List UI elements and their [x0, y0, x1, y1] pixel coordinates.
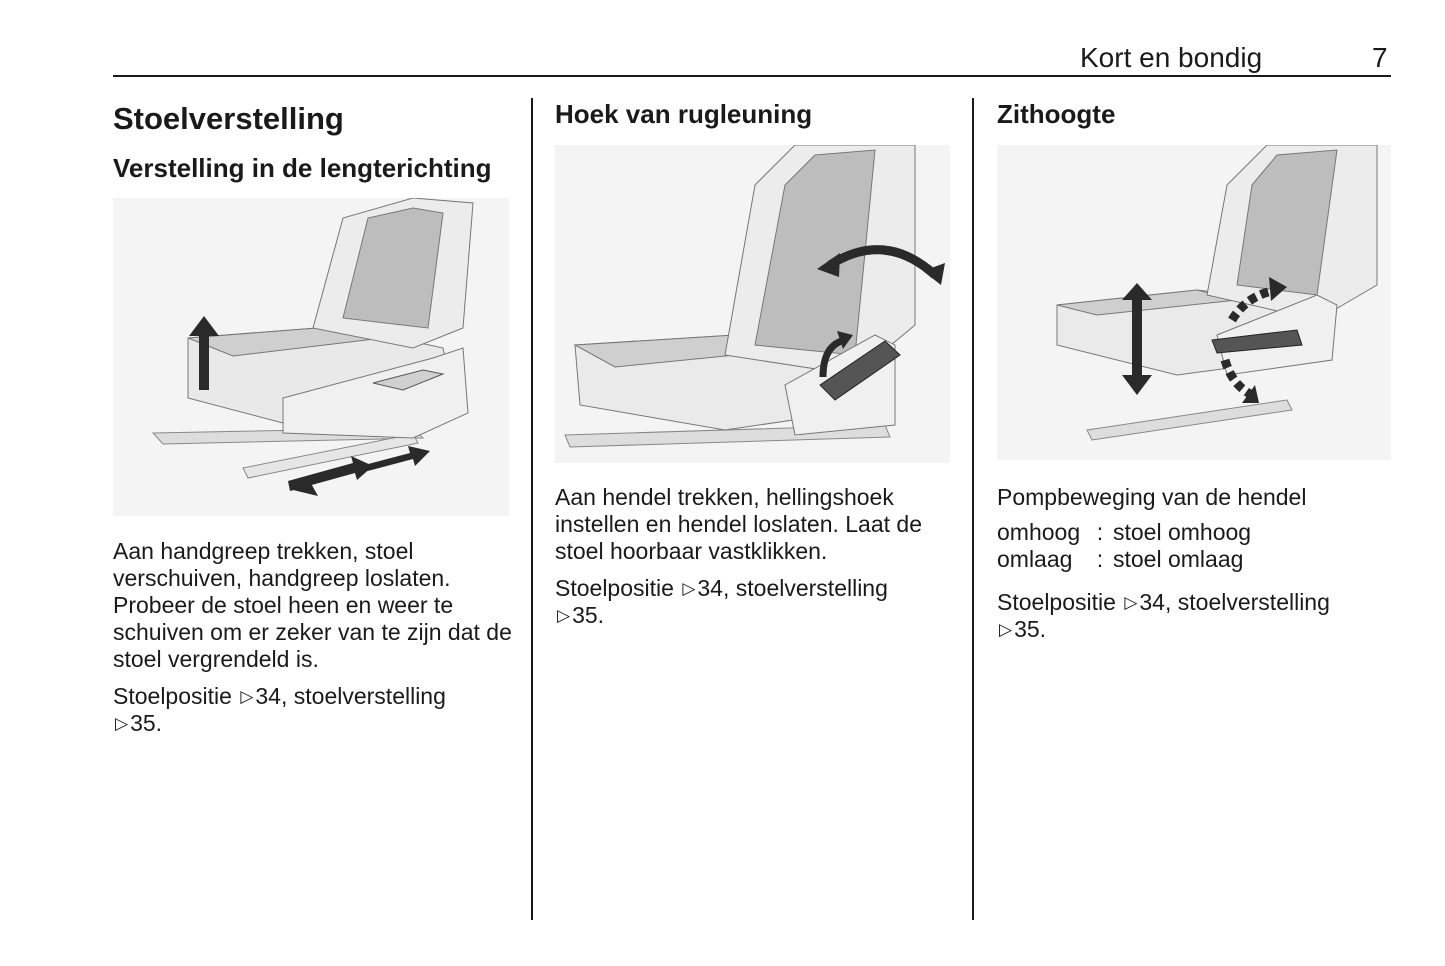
- reference-label: , stoelverstelling: [1164, 589, 1330, 615]
- lengthwise-instructions: Aan handgreep trekken, stoel verschuiven, handgreep loslaten. Probeer de stoel heen en weer te schuiven om er zeker van te zijn dat de stoel vergrendeld is.: [113, 538, 512, 672]
- seat-height-illustration: [997, 145, 1391, 460]
- reference-page[interactable]: 34: [697, 575, 723, 601]
- page-reference-icon: ▷: [115, 714, 129, 733]
- seat-height-intro: Pompbeweging van de hendel: [997, 484, 1307, 510]
- page-reference-icon: ▷: [682, 579, 696, 598]
- page-number: 7: [1372, 42, 1388, 73]
- reference-page[interactable]: 34: [1139, 589, 1165, 615]
- reference-label: , stoelverstelling: [280, 683, 446, 709]
- lengthwise-reference: [113, 683, 513, 737]
- definition-row: [997, 546, 1397, 573]
- page-reference-icon: ▷: [1124, 593, 1138, 612]
- definition-separator: :: [1096, 546, 1104, 572]
- page-reference-icon: ▷: [999, 620, 1013, 639]
- reference-label: , stoelverstelling: [722, 575, 888, 601]
- seat-height-reference: [997, 589, 1397, 643]
- definition-separator: :: [1096, 519, 1104, 545]
- page-reference-icon: ▷: [557, 606, 571, 625]
- seat-lengthwise-illustration: [113, 198, 509, 516]
- definition-description: stoel omlaag: [1113, 546, 1244, 572]
- column-seat-height: [997, 98, 1397, 130]
- definition-term: omhoog: [997, 519, 1081, 545]
- reference-page[interactable]: 35.: [572, 602, 605, 628]
- backrest-reference: [555, 575, 955, 629]
- column-divider-2: [972, 98, 974, 920]
- definition-description: stoel omhoog: [1113, 519, 1252, 545]
- reference-label: Stoelpositie: [997, 589, 1116, 615]
- reference-label: Stoelpositie: [113, 683, 232, 709]
- reference-page[interactable]: 35.: [1014, 616, 1047, 642]
- column-lengthwise: [113, 100, 513, 184]
- reference-page[interactable]: 34: [255, 683, 281, 709]
- subheading-seat-height: Zithoogte: [997, 99, 1116, 129]
- column-backrest: [555, 98, 955, 130]
- page-heading: Stoelverstelling: [113, 101, 344, 136]
- definition-row: [997, 519, 1397, 546]
- section-title: Kort en bondig: [1080, 42, 1263, 73]
- header-divider: [113, 75, 1391, 77]
- page-reference-icon: ▷: [240, 687, 254, 706]
- lengthwise-text: [113, 538, 513, 737]
- reference-page[interactable]: 35.: [130, 710, 163, 736]
- seat-backrest-angle-illustration: [555, 145, 950, 463]
- seat-height-text: [997, 484, 1397, 643]
- subheading-backrest: Hoek van rugleuning: [555, 99, 813, 129]
- subheading-lengthwise: Verstelling in de lengterichting: [113, 153, 492, 183]
- backrest-instructions: Aan hendel trekken, hellingshoek instellen en hendel loslaten. Laat de stoel hoorbaar vastklikken.: [555, 484, 923, 564]
- column-divider-1: [531, 98, 533, 920]
- definition-term: omlaag: [997, 546, 1073, 572]
- reference-label: Stoelpositie: [555, 575, 674, 601]
- definition-list: [997, 519, 1397, 573]
- backrest-text: [555, 484, 955, 629]
